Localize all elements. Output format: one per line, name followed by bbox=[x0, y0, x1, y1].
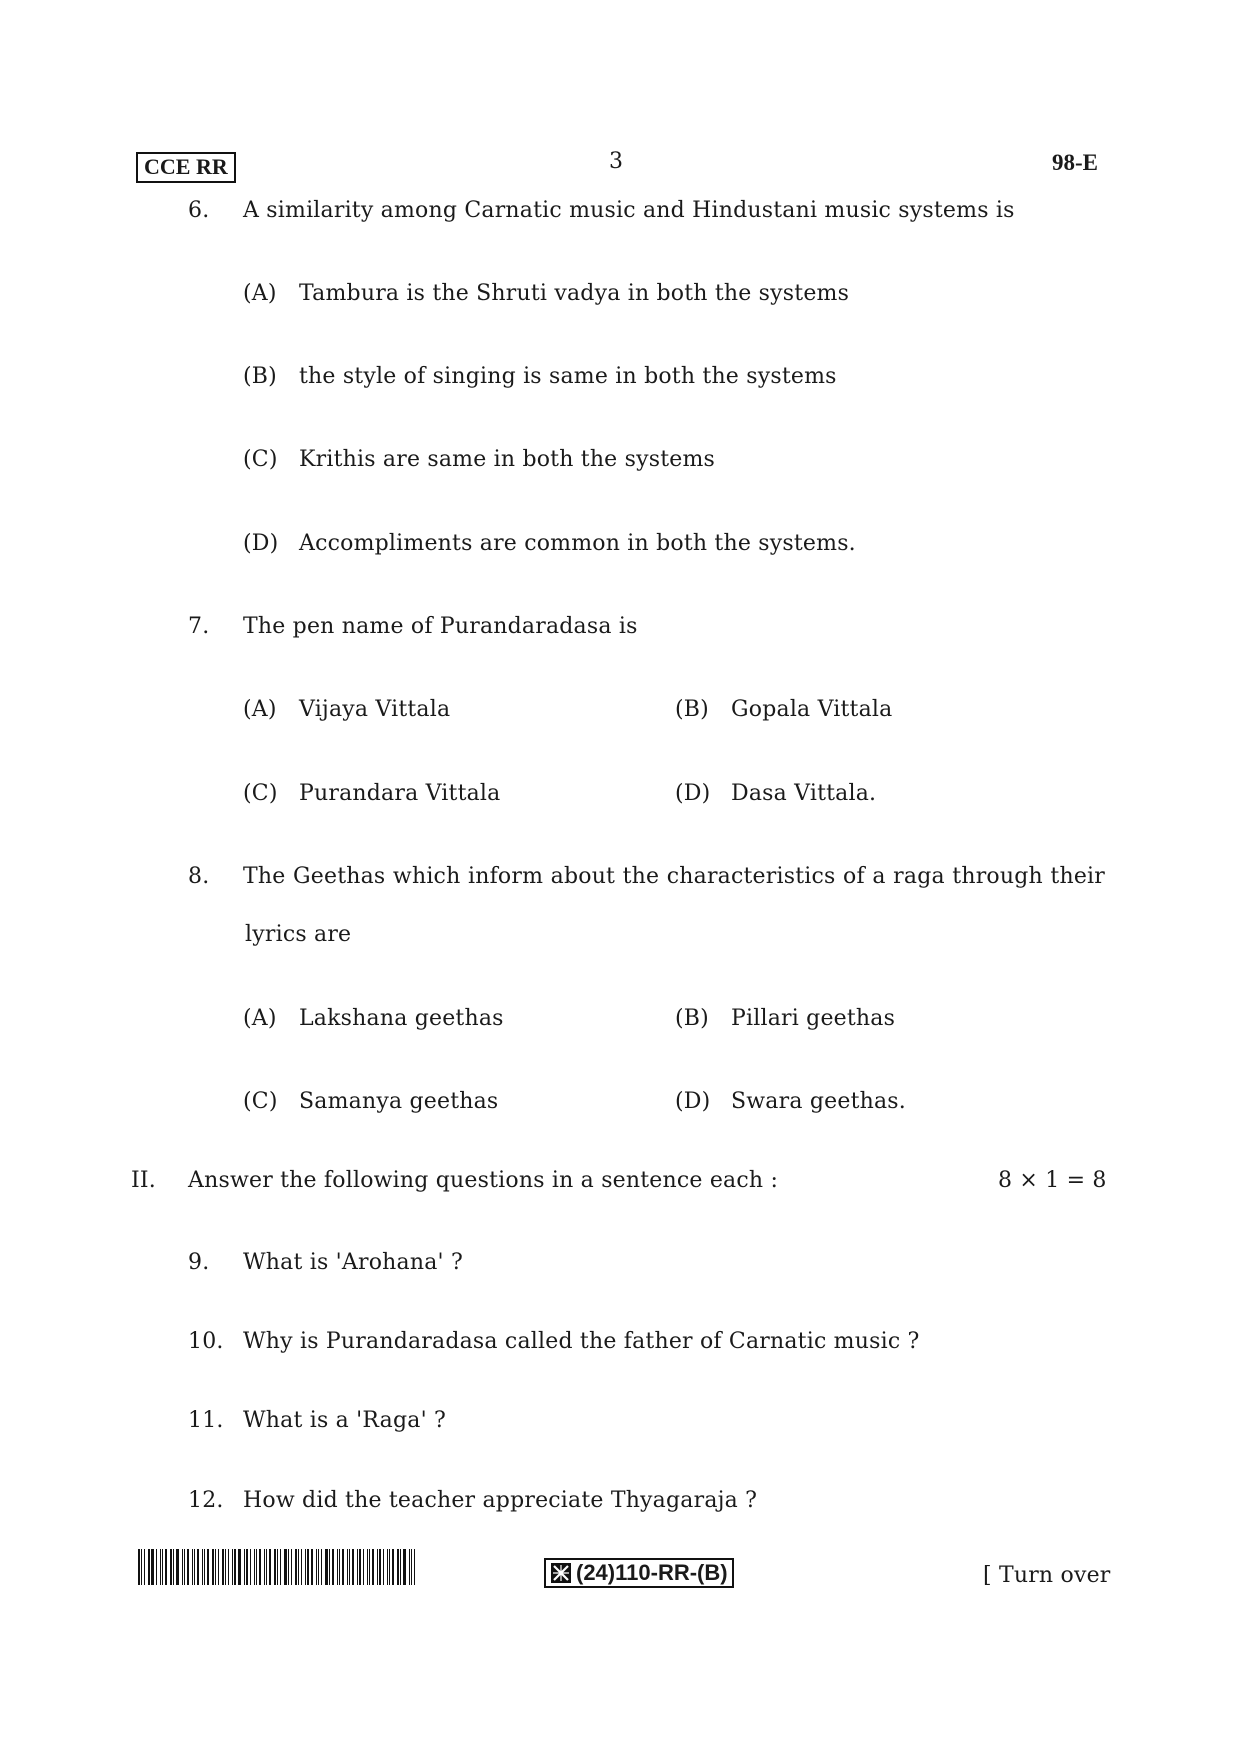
barcode-bar bbox=[225, 1549, 226, 1585]
barcode-bar bbox=[316, 1549, 317, 1585]
barcode-bar bbox=[269, 1549, 271, 1585]
question-number: 10. bbox=[188, 1329, 224, 1354]
barcode-bar bbox=[325, 1549, 328, 1585]
barcode-bar bbox=[244, 1549, 245, 1585]
option-text: Swara geethas. bbox=[731, 1089, 906, 1114]
option-text: Samanya geethas bbox=[299, 1089, 499, 1114]
question-number: 9. bbox=[188, 1250, 210, 1275]
barcode-bar bbox=[202, 1549, 203, 1585]
barcode-bar bbox=[369, 1549, 370, 1585]
option-label: (B) bbox=[243, 364, 277, 389]
barcode-bar bbox=[170, 1549, 172, 1585]
question-text: What is a 'Raga' ? bbox=[243, 1408, 447, 1433]
barcode-bar bbox=[311, 1549, 313, 1585]
option-text: Gopala Vittala bbox=[731, 697, 893, 722]
barcode-bar bbox=[357, 1549, 358, 1585]
option-text: Tambura is the Shruti vadya in both the systems bbox=[299, 281, 850, 306]
option-label: (A) bbox=[243, 281, 277, 306]
option-text: Accompliments are common in both the systems. bbox=[299, 531, 856, 556]
barcode-bar bbox=[144, 1549, 145, 1585]
barcode-bar bbox=[160, 1549, 161, 1585]
option-text: Lakshana geethas bbox=[299, 1006, 504, 1031]
barcode-bar bbox=[392, 1549, 394, 1585]
question-text: A similarity among Carnatic music and Hindustani music systems is bbox=[243, 198, 1015, 223]
option-label: (B) bbox=[675, 697, 709, 722]
barcode-bar bbox=[238, 1549, 241, 1585]
barcode-bar bbox=[274, 1549, 276, 1585]
option-label: (C) bbox=[243, 781, 278, 806]
barcode-bar bbox=[151, 1549, 154, 1585]
option-label: (B) bbox=[675, 1006, 709, 1031]
option-text: Dasa Vittala. bbox=[731, 781, 877, 806]
barcode-bar bbox=[387, 1549, 388, 1585]
barcode-bar bbox=[197, 1549, 199, 1585]
barcode-bar bbox=[212, 1549, 214, 1585]
barcode-bar bbox=[222, 1549, 224, 1585]
question-text: The pen name of Purandaradasa is bbox=[243, 614, 638, 639]
barcode-bar bbox=[318, 1549, 319, 1585]
option-text: Purandara Vittala bbox=[299, 781, 501, 806]
barcode-bar bbox=[218, 1549, 219, 1585]
barcode-bar bbox=[400, 1549, 401, 1585]
barcode-bar bbox=[363, 1549, 364, 1585]
barcode-bar bbox=[246, 1549, 248, 1585]
option-label: (D) bbox=[675, 781, 711, 806]
barcode-bar bbox=[254, 1549, 255, 1585]
page-number: 3 bbox=[609, 149, 624, 174]
barcode-bar bbox=[148, 1549, 150, 1585]
option-label: (A) bbox=[243, 1006, 277, 1031]
barcode-bar bbox=[329, 1549, 330, 1585]
option-text: Krithis are same in both the systems bbox=[299, 447, 716, 472]
barcode-bar bbox=[277, 1549, 278, 1585]
barcode-bar bbox=[411, 1549, 412, 1585]
question-text: What is 'Arohana' ? bbox=[243, 1250, 463, 1275]
option-label: (C) bbox=[243, 447, 278, 472]
barcode-bar bbox=[228, 1549, 229, 1585]
question-number: 6. bbox=[188, 198, 210, 223]
barcode-bar bbox=[372, 1549, 374, 1585]
option-text: Pillari geethas bbox=[731, 1006, 896, 1031]
barcode-bar bbox=[250, 1549, 251, 1585]
barcode-bar bbox=[397, 1549, 399, 1585]
barcode-bar bbox=[207, 1549, 210, 1585]
turn-over-note: [ Turn over bbox=[983, 1563, 1111, 1588]
barcode-bar bbox=[187, 1549, 189, 1585]
barcode-bar bbox=[264, 1549, 265, 1585]
question-text: Why is Purandaradasa called the father of Carnatic music ? bbox=[243, 1329, 920, 1354]
barcode-bar bbox=[182, 1549, 183, 1585]
barcode-bar bbox=[204, 1549, 205, 1585]
section-marks: 8 × 1 = 8 bbox=[998, 1168, 1107, 1193]
barcode-bar bbox=[349, 1549, 350, 1585]
question-number: 11. bbox=[188, 1408, 224, 1433]
barcode-bar bbox=[339, 1549, 340, 1585]
paper-code-box bbox=[544, 1558, 734, 1588]
question-text: The Geethas which inform about the characteristics of a raga through their bbox=[243, 864, 1105, 889]
barcode-bar bbox=[352, 1549, 354, 1585]
option-label: (A) bbox=[243, 697, 277, 722]
barcode-bar bbox=[234, 1549, 236, 1585]
barcode-bar bbox=[409, 1549, 410, 1585]
section-instruction: Answer the following questions in a sentence each : bbox=[188, 1168, 779, 1193]
section-roman-numeral: II. bbox=[131, 1168, 156, 1193]
barcode-bar bbox=[291, 1549, 292, 1585]
barcode-bar bbox=[301, 1549, 302, 1585]
barcode-bar bbox=[383, 1549, 384, 1585]
barcode-bar bbox=[173, 1549, 174, 1585]
barcode-bar bbox=[337, 1549, 338, 1585]
question-number: 8. bbox=[188, 864, 210, 889]
question-number: 12. bbox=[188, 1488, 224, 1513]
crossed-square-icon bbox=[550, 1562, 572, 1584]
barcode-bar bbox=[184, 1549, 185, 1585]
question-number: 7. bbox=[188, 614, 210, 639]
barcode-bar bbox=[280, 1549, 281, 1585]
barcode-bar bbox=[156, 1549, 157, 1585]
barcode-bar bbox=[342, 1549, 344, 1585]
barcode-bar bbox=[266, 1549, 267, 1585]
barcode-bar bbox=[379, 1549, 381, 1585]
barcode-bar bbox=[256, 1549, 257, 1585]
option-label: (D) bbox=[675, 1089, 711, 1114]
barcode-bar bbox=[367, 1549, 368, 1585]
paper-code: (24)110-RR-(B) bbox=[576, 1560, 728, 1585]
barcode bbox=[138, 1549, 418, 1585]
barcode-bar bbox=[403, 1549, 406, 1585]
question-text-continued: lyrics are bbox=[245, 922, 352, 947]
barcode-bar bbox=[389, 1549, 390, 1585]
barcode-bar bbox=[288, 1549, 289, 1585]
barcode-bar bbox=[332, 1549, 334, 1585]
barcode-bar bbox=[284, 1549, 287, 1585]
barcode-bar bbox=[295, 1549, 297, 1585]
barcode-bar bbox=[165, 1549, 167, 1585]
barcode-bar bbox=[347, 1549, 348, 1585]
header-left-box: CCE RR bbox=[136, 152, 236, 183]
barcode-bar bbox=[138, 1549, 140, 1585]
barcode-bar bbox=[215, 1549, 216, 1585]
paper-subject-code: 98-E bbox=[1052, 150, 1098, 175]
option-text: Vijaya Vittala bbox=[299, 697, 451, 722]
barcode-bar bbox=[259, 1549, 261, 1585]
barcode-bar bbox=[141, 1549, 142, 1585]
barcode-bar bbox=[359, 1549, 362, 1585]
barcode-bar bbox=[305, 1549, 306, 1585]
barcode-bar bbox=[176, 1549, 179, 1585]
option-text: the style of singing is same in both the systems bbox=[299, 364, 837, 389]
barcode-bar bbox=[414, 1549, 415, 1585]
barcode-bar bbox=[321, 1549, 322, 1585]
barcode-bar bbox=[307, 1549, 309, 1585]
question-text: How did the teacher appreciate Thyagaraja ? bbox=[243, 1488, 758, 1513]
barcode-bar bbox=[194, 1549, 195, 1585]
barcode-bar bbox=[192, 1549, 193, 1585]
option-label: (D) bbox=[243, 531, 279, 556]
barcode-bar bbox=[377, 1549, 378, 1585]
barcode-bar bbox=[162, 1549, 163, 1585]
barcode-bar bbox=[298, 1549, 299, 1585]
barcode-bar bbox=[232, 1549, 233, 1585]
option-label: (C) bbox=[243, 1089, 278, 1114]
